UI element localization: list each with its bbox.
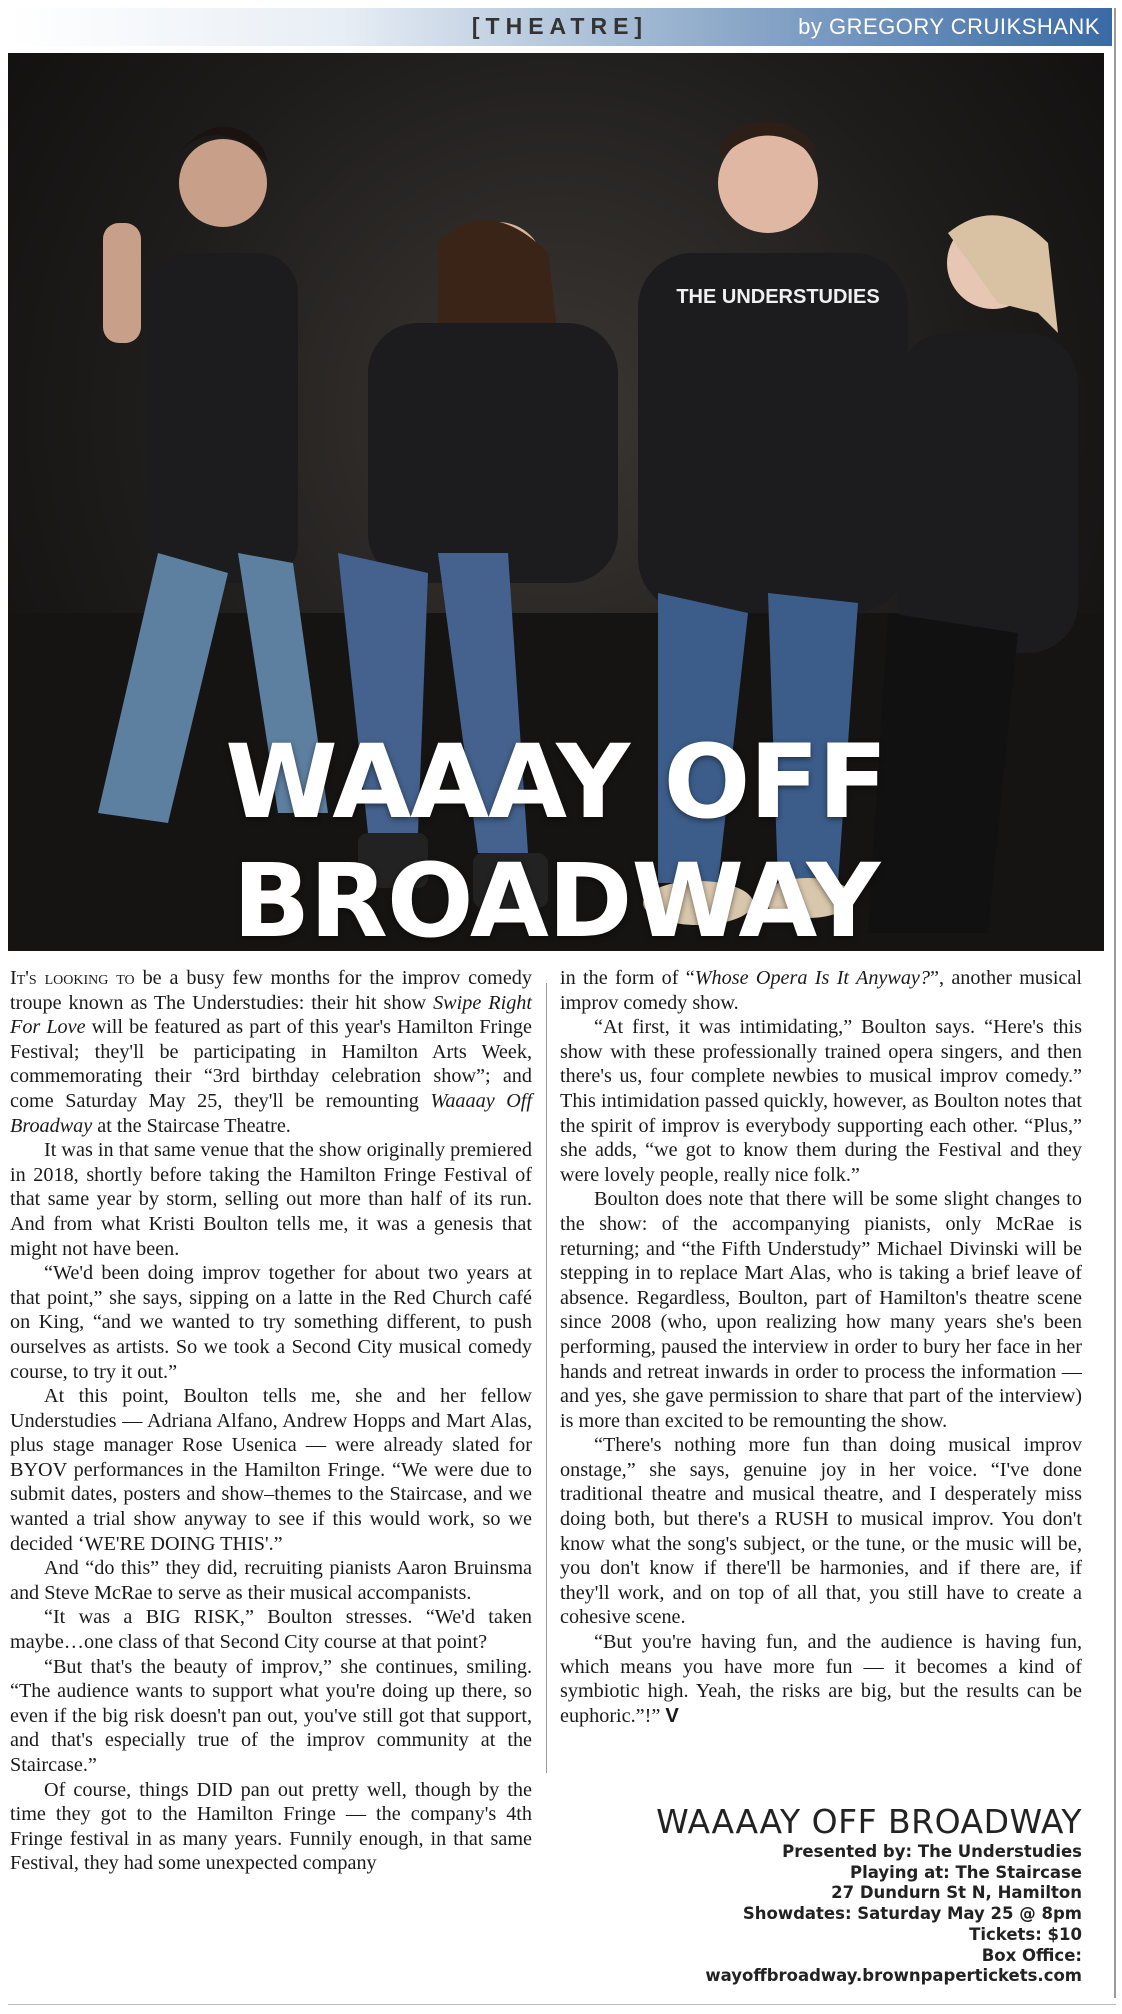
- page-edge-rule: [1114, 8, 1116, 1998]
- byline: by GREGORY CRUIKSHANK: [798, 14, 1100, 39]
- paragraph: “It was a BIG RISK,” Boulton stresses. “We'd taken maybe…one class of that Second City course at that point?: [10, 1606, 532, 1654]
- ticket-price: Tickets: $10: [969, 1924, 1082, 1944]
- article-column-left: [10, 966, 532, 1876]
- event-info-details: [705, 1842, 1082, 1987]
- paragraph: Of course, things DID pan out pretty well, though by the time they got to the Hamilton Fringe — the company's 4th Fringe festival in as many years. Funnily enough, in that same Festival, they had some unexpected company: [10, 1778, 532, 1875]
- end-mark: V: [665, 1704, 679, 1727]
- paragraph: It was in that same venue that the show originally premiered in 2018, shortly before taking the Hamilton Fringe Festival of that same year by storm, selling out more than half of its run. And from what Kristi Boulton tells me, it was a genesis that might not have been.: [10, 1139, 532, 1260]
- hero-photo: [8, 53, 1104, 951]
- continued-text-2: ”, another musical improv comedy show.: [560, 967, 1082, 1014]
- box-office-label: Box Office:: [981, 1945, 1082, 1965]
- paragraph: And “do this” they did, recruiting pianists Aaron Bruinsma and Steve McRae to serve as their musical accompanists.: [10, 1557, 532, 1604]
- address: 27 Dundurn St N, Hamilton: [831, 1883, 1082, 1903]
- lead-show-title-2: Waaaay Off Broadway: [10, 1089, 533, 1137]
- lead-show-title: Swipe Right For Love: [10, 991, 532, 1039]
- lead-text-3: at the Staircase Theatre.: [92, 1114, 291, 1137]
- column-divider: [546, 983, 547, 1773]
- final-paragraph: [560, 1630, 1082, 1728]
- final-text: “But you're having fun, and the audience is having fun, which means you have more fun — it becomes a kind of symbiotic high. Yeah, the risks are big, but the results can be euphoric.”!”: [560, 1631, 1082, 1727]
- paragraph: At this point, Boulton tells me, she and her fellow Understudies — Adriana Alfano, Andrew Hopps and Mart Alas, plus stage manager Rose Usenica — were already slated for BYOV performances in the Hamilton Fringe. “We were due to submit dates, posters and show–themes to the Staircase, and we wanted a trial show anyway to see if this would work, so we decided ‘WE'RE DOING THIS'.”: [10, 1385, 532, 1555]
- paragraph: Boulton does note that there will be some slight changes to the show: of the accompanying pianists, only McRae is returning; and “the Fifth Understudy” Michael Divinski will be stepping in to replace Mart Alas, who is taking a brief leave of absence. Regardless, Boulton, part of Hamilton's theatre scene since 2008 (who, upon realizing how many years she's been performing, paused the interview in order to bury her face in her hands and retreat inwards in order to process the information — and yes, she gave permission to share that part of the interview) is more than excited to be remounting the show.: [560, 1188, 1082, 1432]
- article-column-right: [560, 966, 1082, 1728]
- continued-show-title: Whose Opera Is It Anyway?: [694, 967, 930, 989]
- lead-text-1: be a busy few months for the improv comedy troupe known as The Understudies: their hit show: [10, 967, 532, 1014]
- presented-by: Presented by: The Understudies: [782, 1842, 1082, 1861]
- continued-paragraph: [560, 966, 1082, 1015]
- event-info-title: WAAAAY OFF BROADWAY: [656, 1802, 1082, 1841]
- paragraph: “We'd been doing improv together for about two years at that point,” she says, sipping on a latte in the Red Church café on King, “and we wanted to try something different, to push ourselves as artists. So we took a Second City musical comedy course, to try it out.”: [10, 1262, 532, 1383]
- section-label: [THEATRE]: [471, 13, 649, 39]
- showdates: Showdates: Saturday May 25 @ 8pm: [742, 1904, 1082, 1924]
- lead-smallcaps: It's looking to: [10, 967, 135, 989]
- continued-text-1: in the form of “: [560, 967, 695, 989]
- headline: WAAAY OFF BROADWAY: [225, 723, 887, 951]
- paragraph: “There's nothing more fun than doing musical improv onstage,” she says, genuine joy in her voice. “I've done traditional theatre and musical theatre, and I desperately miss doing both, but there's a RUSH to musical improv. You don't know what the song's subject, or the tune, or the music will be, you don't know if there'll be harmonies, and if there are, if they'll work, and on top of all that, you still have to create a cohesive scene.: [560, 1434, 1082, 1629]
- bottom-rule: [8, 2004, 1116, 2005]
- lead-paragraph: [10, 966, 532, 1138]
- venue: Playing at: The Staircase: [849, 1862, 1082, 1882]
- lead-text-2: will be featured as part of this year's Hamilton Fringe Festival; they'll be participating in Hamilton Arts Week, commemorating their “3rd birthday celebration show”; and come Saturday May 25, they'll be remounting: [10, 1016, 532, 1112]
- paragraph: “At first, it was intimidating,” Boulton says. “Here's this show with these professionally trained opera singers, and then there's us, four complete newbies to musical improv comedy.” This intimidation passed quickly, however, as Boulton notes that the spirit of improv is everybody supporting each other. “Plus,” she adds, “we got to know them during the Festival and they were lovely people, really nice folk.”: [560, 1016, 1082, 1186]
- paragraph: “But that's the beauty of improv,” she continues, smiling. “The audience wants to support what you're doing up there, so even if the big risk doesn't pan out, you've still got that support, and that's especially true of the improv community at the Staircase.”: [10, 1655, 532, 1776]
- box-office-url: wayoffbroadway.brownpapertickets.com: [705, 1966, 1082, 1986]
- shirt-logo-text: THE UNDERSTUDIES: [676, 286, 880, 308]
- section-header-bar: [8, 8, 1112, 46]
